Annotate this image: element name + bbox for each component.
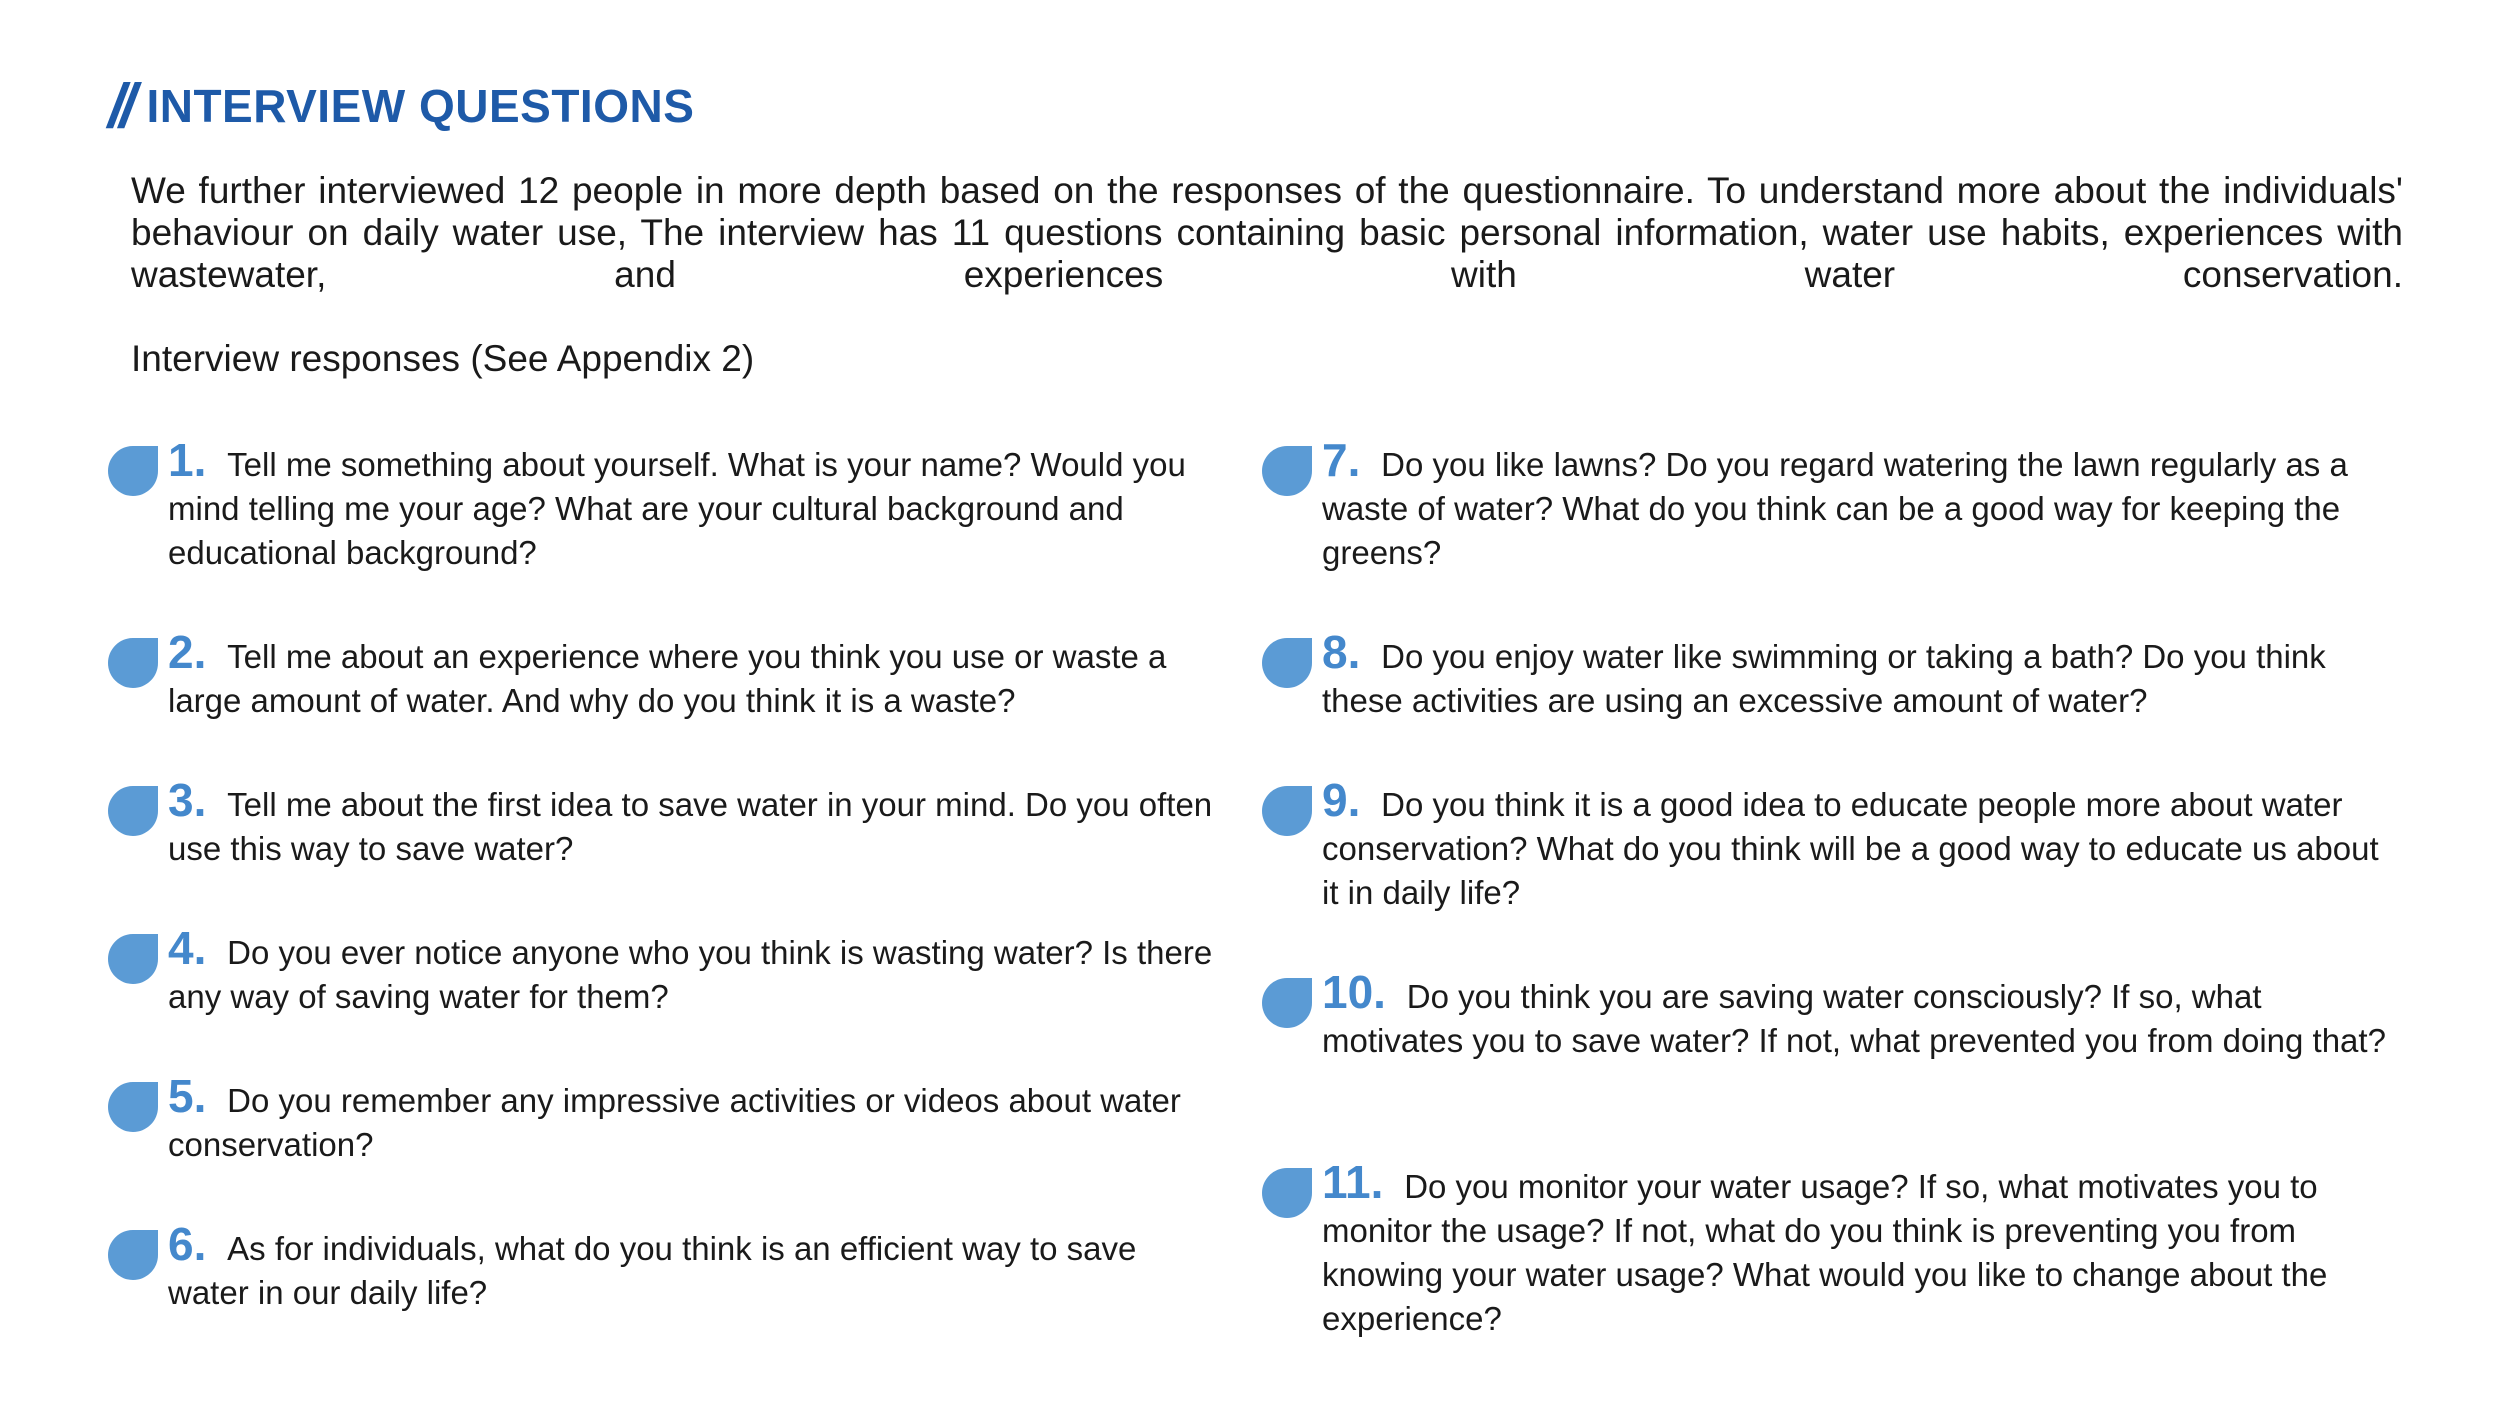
- question-item: [168, 1070, 1218, 1167]
- question-item: [168, 434, 1218, 575]
- question-number: 9.: [1322, 774, 1374, 826]
- question-number: 2.: [168, 626, 220, 678]
- question-number: 7.: [1322, 434, 1374, 486]
- droplet-icon: [108, 786, 158, 836]
- question-text: Do you think it is a good idea to educate people more about water conservation? What do you think will be a good way to educate us about it in daily life?: [1322, 786, 2379, 911]
- question-number: 8.: [1322, 626, 1374, 678]
- droplet-icon: [1262, 638, 1312, 688]
- question-number: 11.: [1322, 1156, 1397, 1208]
- question-text: Tell me something about yourself. What is your name? Would you mind telling me your age? What are your cultural background and educational background?: [168, 446, 1186, 571]
- question-text: Do you enjoy water like swimming or taking a bath? Do you think these activities are using an excessive amount of water?: [1322, 638, 2326, 719]
- droplet-icon: [108, 1230, 158, 1280]
- appendix-reference: Interview responses (See Appendix 2): [131, 338, 755, 379]
- question-number: 5.: [168, 1070, 220, 1122]
- title-slashes: //: [108, 71, 131, 141]
- question-item: [1322, 626, 2402, 723]
- page-title: [108, 70, 694, 142]
- droplet-icon: [108, 638, 158, 688]
- question-text: Tell me about the first idea to save water in your mind. Do you often use this way to save water?: [168, 786, 1213, 867]
- droplet-icon: [1262, 786, 1312, 836]
- question-text: Do you think you are saving water consciously? If so, what motivates you to save water? If not, what prevented you from doing that?: [1322, 978, 2386, 1059]
- question-item: [168, 1218, 1218, 1315]
- question-text: Do you remember any impressive activities or videos about water conservation?: [168, 1082, 1181, 1163]
- droplet-icon: [1262, 446, 1312, 496]
- question-text: Do you like lawns? Do you regard watering the lawn regularly as a waste of water? What do you think can be a good way for keeping the greens?: [1322, 446, 2348, 571]
- question-item: [1322, 434, 2402, 575]
- question-text: Do you ever notice anyone who you think is wasting water? Is there any way of saving water for them?: [168, 934, 1213, 1015]
- question-number: 1.: [168, 434, 220, 486]
- question-text: As for individuals, what do you think is an efficient way to save water in our daily life?: [168, 1230, 1137, 1311]
- question-number: 6.: [168, 1218, 220, 1270]
- question-item: [168, 922, 1218, 1019]
- droplet-icon: [108, 1082, 158, 1132]
- question-number: 10.: [1322, 966, 1399, 1018]
- droplet-icon: [108, 934, 158, 984]
- title-text: INTERVIEW QUESTIONS: [146, 80, 695, 132]
- question-number: 4.: [168, 922, 220, 974]
- question-number: 3.: [168, 774, 220, 826]
- intro-paragraph: We further interviewed 12 people in more depth based on the responses of the questionnaire. To understand more about the individuals' behaviour on daily water use, The interview has 11 questions containing basic personal information, water use habits, experiences with wastewater, and experiences with water conservation.: [131, 170, 2403, 295]
- question-item: [168, 774, 1218, 871]
- question-text: Do you monitor your water usage? If so, what motivates you to monitor the usage? If not, what do you think is preventing you from knowing your water usage? What would you like to change about the experience?: [1322, 1168, 2328, 1337]
- question-item: [168, 626, 1218, 723]
- question-text: Tell me about an experience where you think you use or waste a large amount of water. And why do you think it is a waste?: [168, 638, 1167, 719]
- droplet-icon: [108, 446, 158, 496]
- question-item: [1322, 774, 2402, 915]
- question-item: [1322, 1156, 2402, 1341]
- droplet-icon: [1262, 978, 1312, 1028]
- droplet-icon: [1262, 1168, 1312, 1218]
- question-item: [1322, 966, 2402, 1063]
